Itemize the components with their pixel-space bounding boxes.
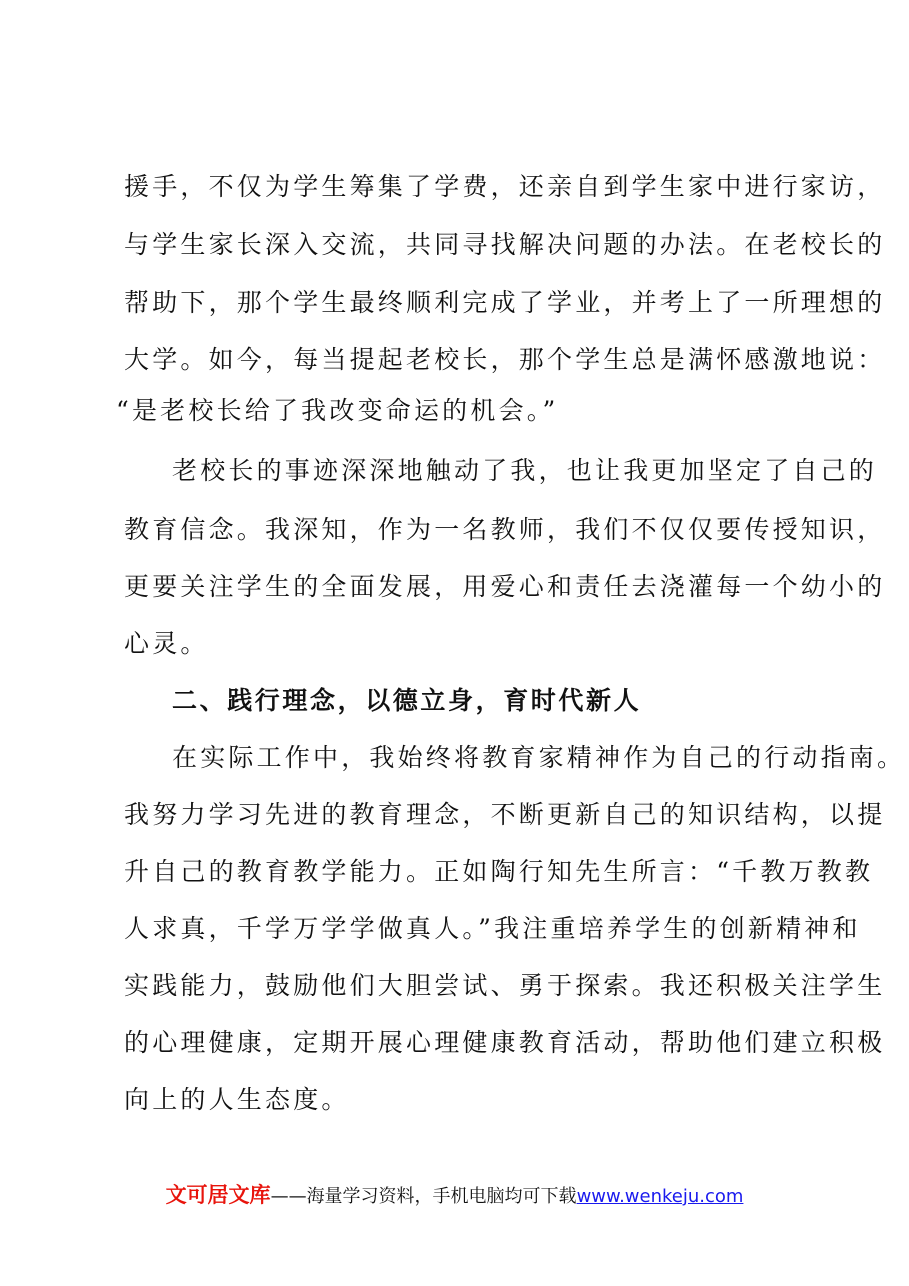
section-heading: 二、践行理念，以德立身，育时代新人 <box>172 686 642 715</box>
paragraph-line: 与学生家长深入交流，共同寻找解决问题的办法。在老校长的 <box>124 230 886 259</box>
footer-tagline: ——海量学习资料，手机电脑均可下载 <box>270 1186 577 1207</box>
paragraph-line: 援手，不仅为学生筹集了学费，还亲自到学生家中进行家访， <box>124 172 886 201</box>
paragraph-line: 老校长的事迹深深地触动了我，也让我更加坚定了自己的 <box>172 456 878 485</box>
paragraph-line: 升自己的教育教学能力。正如陶行知先生所言：“千教万教教 <box>124 857 874 886</box>
paragraph-line: 更要关注学生的全面发展，用爱心和责任去浇灌每一个幼小的 <box>124 572 886 601</box>
paragraph-line: 心灵。 <box>124 629 209 658</box>
page-footer <box>0 1180 909 1212</box>
footer-website-link[interactable]: www.wenkeju.com <box>576 1186 744 1207</box>
paragraph-line: 我努力学习先进的教育理念，不断更新自己的知识结构，以提 <box>124 800 886 829</box>
paragraph-line: 在实际工作中，我始终将教育家精神作为自己的行动指南。 <box>172 743 906 772</box>
footer-brand: 文可居文库 <box>165 1183 271 1207</box>
paragraph-line: 人求真，千学万学学做真人。”我注重培养学生的创新精神和 <box>124 914 861 943</box>
paragraph-line: 帮助下，那个学生最终顺利完成了学业，并考上了一所理想的 <box>124 288 886 317</box>
paragraph-line: 教育信念。我深知，作为一名教师，我们不仅仅要传授知识， <box>124 515 886 544</box>
paragraph-line: 向上的人生态度。 <box>124 1085 350 1114</box>
paragraph-line: “是老校长给了我改变命运的机会。” <box>116 396 559 425</box>
paragraph-line: 大学。如今，每当提起老校长，那个学生总是满怀感激地说： <box>124 345 886 374</box>
paragraph-line: 的心理健康，定期开展心理健康教育活动，帮助他们建立积极 <box>124 1028 886 1057</box>
paragraph-line: 实践能力，鼓励他们大胆尝试、勇于探索。我还积极关注学生 <box>124 971 886 1000</box>
